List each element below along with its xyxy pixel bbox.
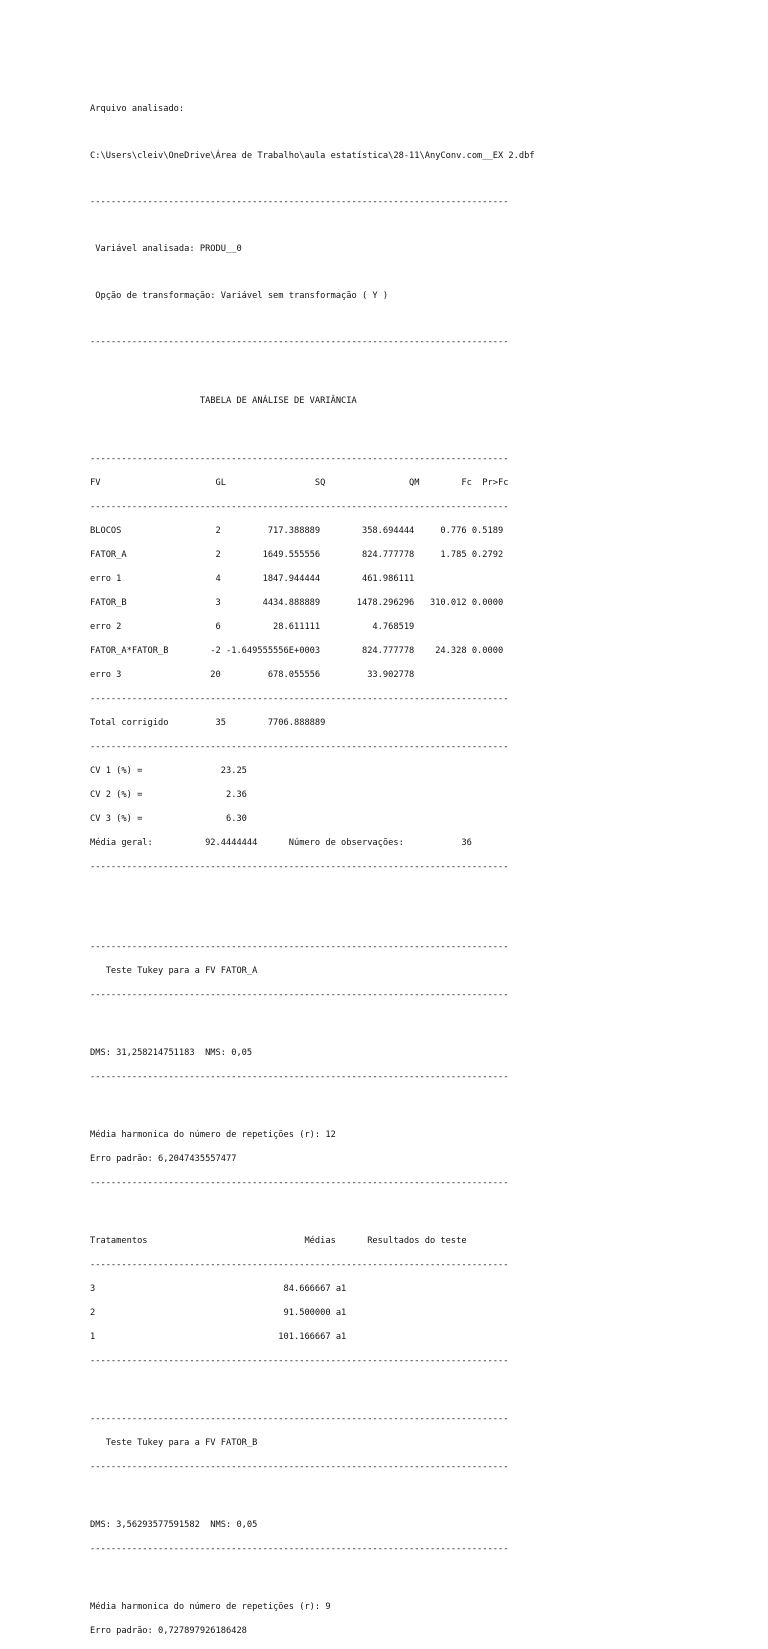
- anova-row-erro-2: erro 2 6 28.611111 4.768519: [90, 622, 415, 632]
- separator: --------------------------------------------------------------------------------: [90, 502, 509, 512]
- anova-header-row: FV GL SQ QM Fc Pr>Fc: [90, 478, 509, 488]
- separator: --------------------------------------------------------------------------------: [90, 1072, 509, 1082]
- separator: --------------------------------------------------------------------------------: [90, 942, 509, 952]
- anova-report: [90, 91, 535, 1649]
- separator: --------------------------------------------------------------------------------: [90, 1178, 509, 1188]
- anova-total-row: Total corrigido 35 7706.888889: [90, 718, 326, 728]
- tukey-a-dms: DMS: 31,258214751183 NMS: 0,05: [90, 1048, 253, 1058]
- anova-row-fator-b: FATOR_B 3 4434.888889 1478.296296 310.012 0.0000: [90, 598, 504, 608]
- separator: --------------------------------------------------------------------------------: [90, 1462, 509, 1472]
- spacer: [90, 174, 535, 184]
- tukey-a-row-3: 3 84.666667 a1: [90, 1284, 347, 1294]
- tukey-b-dms: DMS: 3,56293577591582 NMS: 0,05: [90, 1520, 258, 1530]
- cv-3: CV 3 (%) = 6.30: [90, 814, 247, 824]
- spacer: [90, 1379, 535, 1401]
- variavel-analisada: Variável analisada: PRODU__0: [90, 244, 242, 254]
- spacer: [90, 1567, 535, 1589]
- separator: --------------------------------------------------------------------------------: [90, 1356, 509, 1366]
- opcao-transformacao: Opção de transformação: Variável sem transformação ( Y ): [90, 291, 389, 301]
- cv-2: CV 2 (%) = 2.36: [90, 790, 247, 800]
- separator: --------------------------------------------------------------------------------: [90, 1544, 509, 1554]
- tukey-a-erro-padrao: Erro padrão: 6,2047435557477: [90, 1154, 237, 1164]
- spacer: [90, 360, 535, 383]
- tukey-a-row-2: 2 91.500000 a1: [90, 1308, 347, 1318]
- separator: --------------------------------------------------------------------------------: [90, 990, 509, 1000]
- media-geral: Média geral: 92.4444444 Número de observações: 36: [90, 838, 472, 848]
- spacer: [90, 314, 535, 324]
- spacer: [90, 1013, 535, 1035]
- anova-row-erro-3: erro 3 20 678.055556 33.902778: [90, 670, 415, 680]
- tukey-a-row-1: 1 101.166667 a1: [90, 1332, 347, 1342]
- anova-row-blocos: BLOCOS 2 717.388889 358.694444 0.776 0.5189: [90, 526, 504, 536]
- separator: --------------------------------------------------------------------------------: [90, 862, 509, 872]
- separator: --------------------------------------------------------------------------------: [90, 1414, 509, 1424]
- tukey-b-title: Teste Tukey para a FV FATOR_B: [90, 1438, 258, 1448]
- separator: --------------------------------------------------------------------------------: [90, 337, 509, 347]
- cv-1: CV 1 (%) = 23.25: [90, 766, 247, 776]
- separator: --------------------------------------------------------------------------------: [90, 454, 509, 464]
- anova-row-fator-a: FATOR_A 2 1649.555556 824.777778 1.785 0.2792: [90, 550, 504, 560]
- separator: --------------------------------------------------------------------------------: [90, 694, 509, 704]
- separator: --------------------------------------------------------------------------------: [90, 1260, 509, 1270]
- arquivo-path: C:\Users\cleiv\OneDrive\Área de Trabalho\aula estatística\28-11\AnyConv.com__EX 2.dbf: [90, 151, 535, 161]
- tukey-b-erro-padrao: Erro padrão: 0,727897926186428: [90, 1626, 247, 1636]
- spacer: [90, 1485, 535, 1507]
- spacer: [90, 267, 535, 278]
- spacer: [90, 127, 535, 138]
- arquivo-label: Arquivo analisado:: [90, 104, 185, 114]
- spacer: [90, 220, 535, 231]
- spacer: [90, 419, 535, 441]
- spacer: [90, 885, 535, 929]
- spacer: [90, 1095, 535, 1117]
- anova-row-interacao: FATOR_A*FATOR_B -2 -1.649555556E+0003 824.777778 24.328 0.0000: [90, 646, 504, 656]
- separator: --------------------------------------------------------------------------------: [90, 197, 509, 207]
- anova-row-erro-1: erro 1 4 1847.944444 461.986111: [90, 574, 415, 584]
- tukey-a-title: Teste Tukey para a FV FATOR_A: [90, 966, 258, 976]
- tukey-a-table-header: Tratamentos Médias Resultados do teste: [90, 1236, 467, 1246]
- anova-title: TABELA DE ANÁLISE DE VARIÂNCIA: [90, 396, 357, 406]
- tukey-a-harmonica: Média harmonica do número de repetições (r): 12: [90, 1130, 336, 1140]
- tukey-b-harmonica: Média harmonica do número de repetições (r): 9: [90, 1602, 331, 1612]
- spacer: [90, 1201, 535, 1223]
- separator: --------------------------------------------------------------------------------: [90, 742, 509, 752]
